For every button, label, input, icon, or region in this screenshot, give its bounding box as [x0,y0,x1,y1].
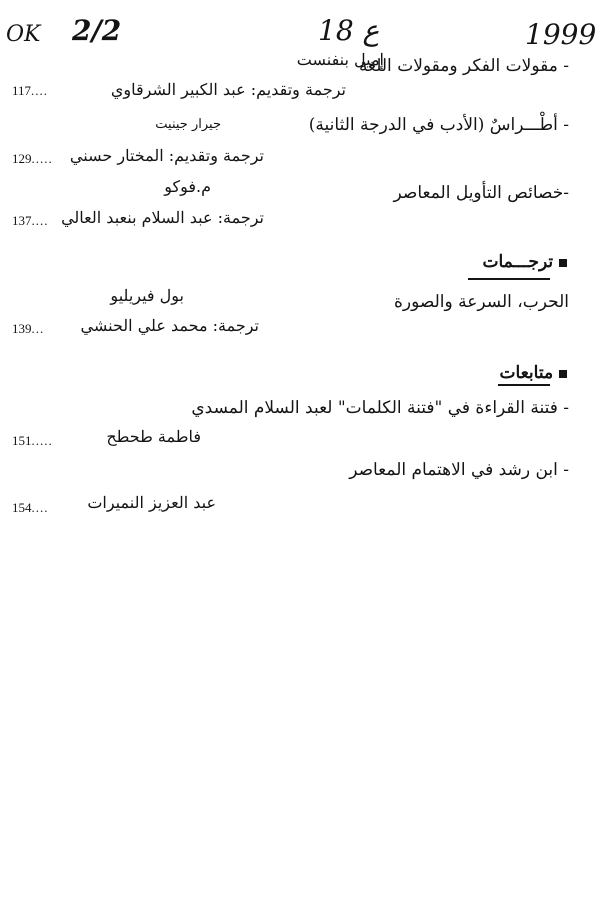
entry-author: م.فوكو [164,177,211,196]
page-number: 117 [12,83,32,98]
section-heading-underline [498,384,550,386]
entry-title: الحرب، السرعة والصورة [393,292,569,312]
entry-author: جيرار جينيت [155,117,221,132]
entry-author: إميل بنفنست [296,50,384,69]
entry-credit-line [12,318,44,337]
leader-dots: .... [31,213,49,228]
entry-author: بول فيريليو [110,286,184,305]
entry-credit-line [12,497,49,516]
page-number: 154 [12,500,32,515]
entry-credit-line [12,148,53,167]
leader-dots: ..... [31,151,53,166]
entry-author: عبد العزيز النميرات [87,493,216,512]
date-mark: 2/2 [72,14,122,47]
page-number: 139 [12,321,32,336]
entry-credit-line [12,210,49,229]
entry-credit-line [12,430,53,449]
section-heading-underline [468,278,550,280]
leader-dots: ... [31,321,45,336]
page-number: 137 [12,213,32,228]
section-heading-followups [500,363,567,383]
square-bullet-icon [559,259,567,267]
entry-translator: ترجمة وتقديم: المختار حسني [69,146,264,165]
entry-author: فاطمة طحطح [106,427,201,446]
entry-credit-line [12,80,48,99]
entry-title: -خصائص التأويل المعاصر [393,183,569,203]
leader-dots: .... [31,83,49,98]
page-number: 151 [12,433,32,448]
entry-title: - أطْـــراسٌ (الأدب في الدرجة الثانية) [308,115,569,135]
entry-translator: ترجمة وتقديم: عبد الكبير الشرقاوي [110,80,346,99]
entry-translator: ترجمة: عبد السلام بنعبد العالي [61,208,264,227]
volume-mark: ع 18 [318,14,380,47]
section-heading-translations [483,252,568,272]
year-mark: 1999 [525,18,597,51]
entry-title: - فتنة القراءة في "فتنة الكلمات" لعبد السلام المسدي [191,398,569,418]
leader-dots: .... [31,500,49,515]
section-heading-label: متابعات [499,363,554,383]
square-bullet-icon [559,370,567,378]
ok-mark: OK [6,22,41,47]
section-heading-label: ترجـــمات [482,252,554,272]
page-number: 129 [12,151,32,166]
entry-title: - ابن رشد في الاهتمام المعاصر [349,460,569,480]
entry-translator: ترجمة: محمد علي الحنشي [80,316,259,335]
entry-title: - مقولات الفكر ومقولات اللغة [358,56,569,76]
leader-dots: ..... [31,433,53,448]
